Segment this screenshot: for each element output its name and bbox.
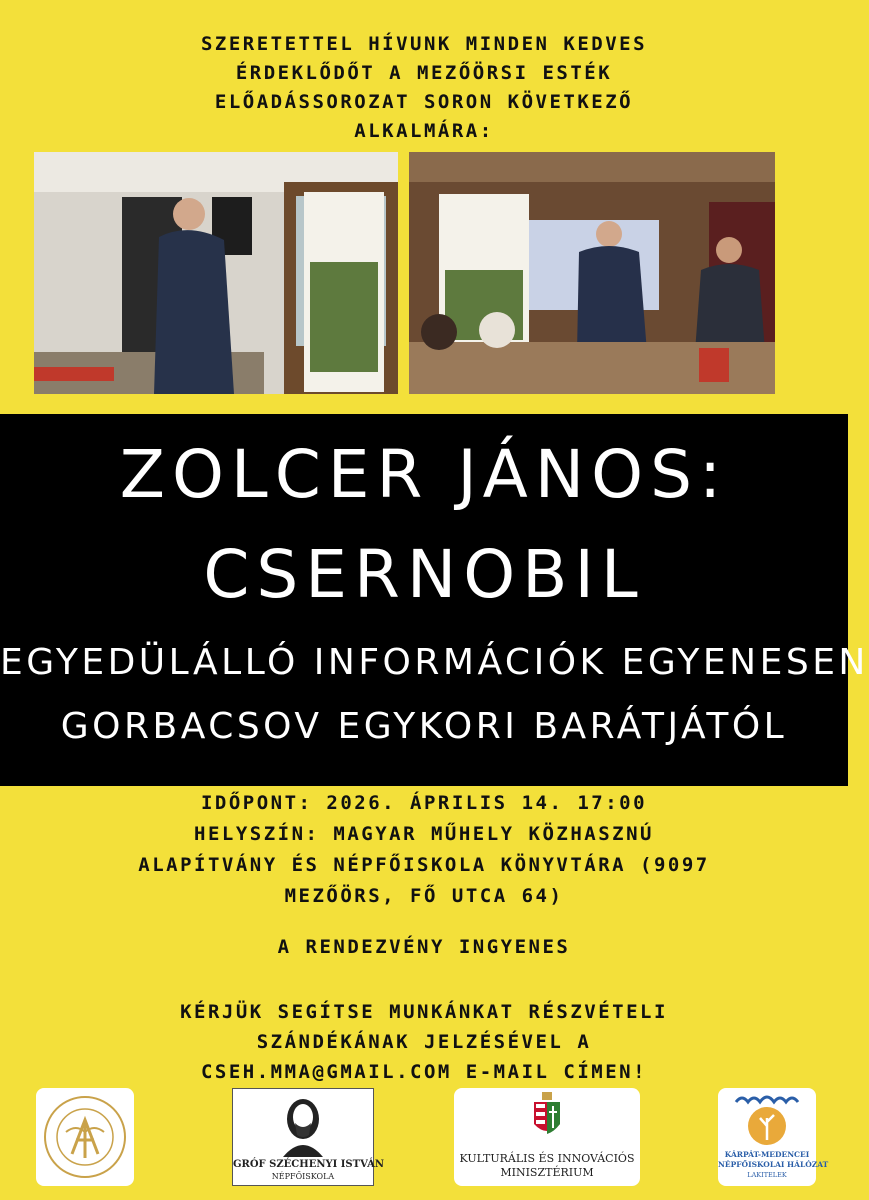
karpat-network-logo bbox=[718, 1088, 829, 1186]
ministry-name-line2: MINISZTÉRIUM bbox=[500, 1166, 594, 1179]
szechenyi-portrait-icon bbox=[233, 1089, 373, 1157]
szechenyi-nepfoiskola-logo bbox=[232, 1088, 384, 1186]
intro-text bbox=[0, 30, 848, 146]
foundation-logo bbox=[36, 1088, 134, 1186]
ministry-name-line1: KULTURÁLIS ÉS INNOVÁCIÓS bbox=[459, 1152, 635, 1165]
foundation-emblem-icon bbox=[36, 1088, 134, 1186]
karpat-name-line1: KÁRPÁT-MEDENCEI bbox=[724, 1150, 810, 1159]
event-title-line2: CSERNOBIL bbox=[203, 536, 645, 613]
karpat-name-line3: LAKITELEK bbox=[747, 1171, 787, 1179]
szechenyi-logo-sub: NÉPFŐISKOLA bbox=[271, 1172, 335, 1181]
event-location-line: MEZŐÖRS, FŐ UTCA 64) bbox=[284, 885, 564, 907]
ministry-logo bbox=[454, 1088, 640, 1186]
rsvp-email-line[interactable]: CSEH.MMA@GMAIL.COM E-MAIL CÍMEN! bbox=[200, 1061, 648, 1083]
event-location-line: HELYSZÍN: MAGYAR MŰHELY KÖZHASZNÚ bbox=[194, 823, 654, 845]
title-banner bbox=[0, 414, 869, 786]
intro-line: ELŐADÁSSOROZAT SORON KÖVETKEZŐ bbox=[214, 91, 634, 113]
event-subtitle-line2: GORBACSOV EGYKORI BARÁTJÁTÓL bbox=[60, 706, 788, 747]
rsvp-line: SZÁNDÉKÁNAK JELZÉSÉVEL A bbox=[256, 1031, 592, 1053]
event-subtitle-line1: EGYEDÜLÁLLÓ INFORMÁCIÓK EGYENESEN bbox=[0, 642, 869, 683]
event-title-line1: ZOLCER JÁNOS: bbox=[119, 436, 729, 513]
intro-line: SZERETETTEL HÍVUNK MINDEN KEDVES bbox=[200, 33, 648, 55]
hungarian-coat-of-arms-icon bbox=[454, 1088, 640, 1148]
event-location-line: ALAPÍTVÁNY ÉS NÉPFŐISKOLA KÖNYVTÁRA (9097 bbox=[138, 854, 710, 876]
event-photo-right bbox=[409, 152, 775, 394]
free-admission-text: A RENDEZVÉNY INGYENES bbox=[277, 936, 571, 958]
karpat-name-line2: NÉPFŐISKOLAI HÁLÓZAT bbox=[718, 1160, 829, 1169]
rsvp-request bbox=[0, 997, 848, 1087]
intro-line: ALKALMÁRA: bbox=[354, 120, 494, 142]
szechenyi-logo-name: GRÓF SZÉCHENYI ISTVÁN bbox=[233, 1159, 384, 1170]
event-photo-left bbox=[34, 152, 398, 394]
karpat-tree-icon bbox=[718, 1088, 816, 1148]
event-details bbox=[0, 788, 848, 912]
rsvp-line: KÉRJÜK SEGÍTSE MUNKÁNKAT RÉSZVÉTELI bbox=[180, 1001, 668, 1023]
event-time: IDŐPONT: 2026. ÁPRILIS 14. 17:00 bbox=[200, 792, 648, 814]
intro-line: ÉRDEKLŐDŐT A MEZŐÖRSI ESTÉK bbox=[235, 62, 613, 84]
